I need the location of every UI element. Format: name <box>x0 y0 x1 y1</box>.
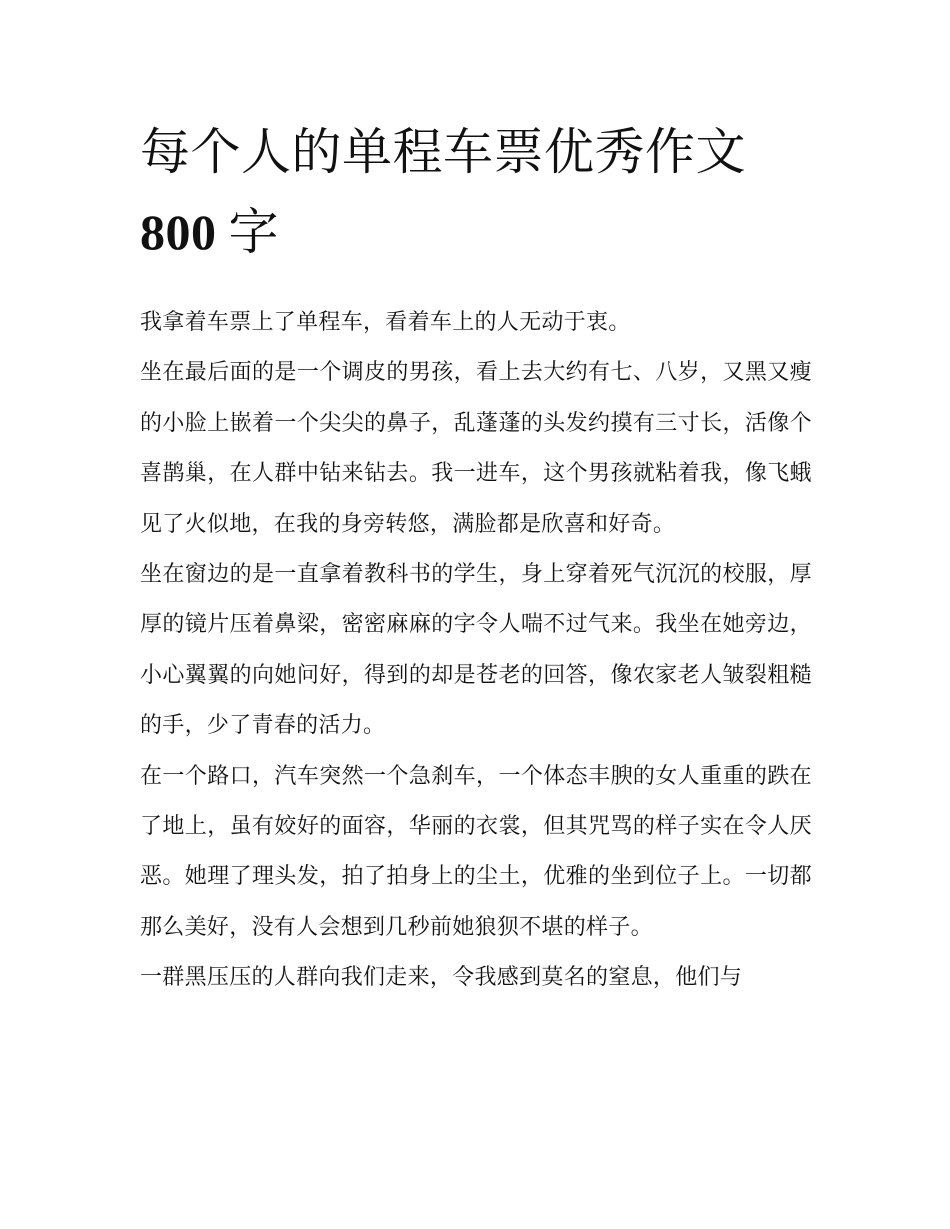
title-unit: 字 <box>228 203 279 261</box>
document-page <box>140 112 812 1004</box>
page-title <box>140 112 812 272</box>
paragraph-3: 坐在窗边的是一直拿着教科书的学生，身上穿着死气沉沉的校服，厚厚的镜片压着鼻梁，密密麻麻的字令人喘不过气来。我坐在她旁边，小心翼翼的向她问好，得到的却是苍老的回答，像农家老人皱裂粗糙的手，少了青春的活力。 <box>140 562 812 739</box>
essay-body <box>140 298 812 1004</box>
title-number: 800 <box>140 204 217 260</box>
title-text: 每个人的单程车票优秀作文 <box>140 123 746 181</box>
paragraph-2: 坐在最后面的是一个调皮的男孩，看上去大约有七、八岁，又黑又瘦的小脸上嵌着一个尖尖的鼻子，乱蓬蓬的头发约摸有三寸长，活像个喜鹊巢，在人群中钻来钻去。我一进车，这个男孩就粘着我，像飞蛾见了火似地，在我的身旁转悠，满脸都是欣喜和好奇。 <box>140 360 812 537</box>
paragraph-5: 一群黑压压的人群向我们走来，令我感到莫名的窒息，他们与 <box>140 965 743 991</box>
paragraph-1: 我拿着车票上了单程车，看着车上的人无动于衷。 <box>140 310 631 335</box>
paragraph-4: 在一个路口，汽车突然一个急刹车，一个体态丰腴的女人重重的跌在了地上，虽有姣好的面容，华丽的衣裳，但其咒骂的样子实在令人厌恶。她理了理头发，拍了拍身上的尘土，优雅的坐到位子上。一切都那么美好，没有人会想到几秒前她狼狈不堪的样子。 <box>140 763 812 940</box>
